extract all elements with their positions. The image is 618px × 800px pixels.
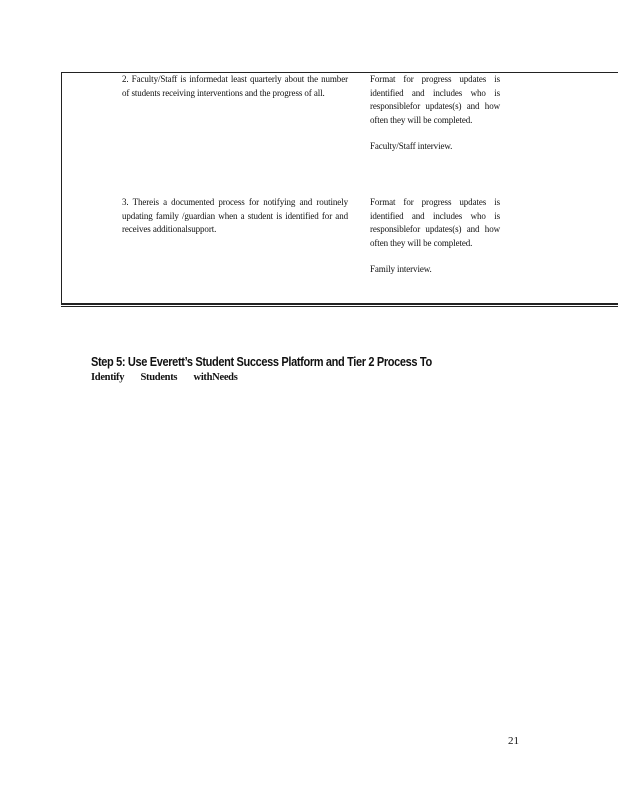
page-number: 21 bbox=[508, 735, 519, 747]
evidence-text: Format for progress updates is identified and includes who is responsiblefor updates(s) and how often they will be completed. bbox=[370, 197, 500, 248]
step-subheading: Identify Students withNeeds bbox=[91, 372, 238, 383]
evidence-source: Faculty/Staff interview. bbox=[370, 141, 453, 151]
table-row-evidence bbox=[370, 73, 500, 154]
step-heading: Step 5: Use Everett’s Student Success Platform and Tier 2 Process To bbox=[91, 355, 432, 369]
table-bottom-rule bbox=[61, 306, 618, 307]
table-row-evidence bbox=[370, 196, 500, 277]
criteria-table bbox=[61, 72, 618, 305]
criterion-text: 2. Faculty/Staff is informedat least quarterly about the number of students receiving interventions and the progress of all. bbox=[122, 74, 348, 98]
criterion-text: 3. Thereis a documented process for notifying and routinely updating family /guardian when a student is identified for and receives additionalsupport. bbox=[122, 197, 348, 234]
table-row-criterion bbox=[122, 196, 348, 237]
table-row-criterion bbox=[122, 73, 348, 100]
evidence-source: Family interview. bbox=[370, 264, 432, 274]
evidence-text: Format for progress updates is identified and includes who is responsiblefor updates(s) and how often they will be completed. bbox=[370, 74, 500, 125]
